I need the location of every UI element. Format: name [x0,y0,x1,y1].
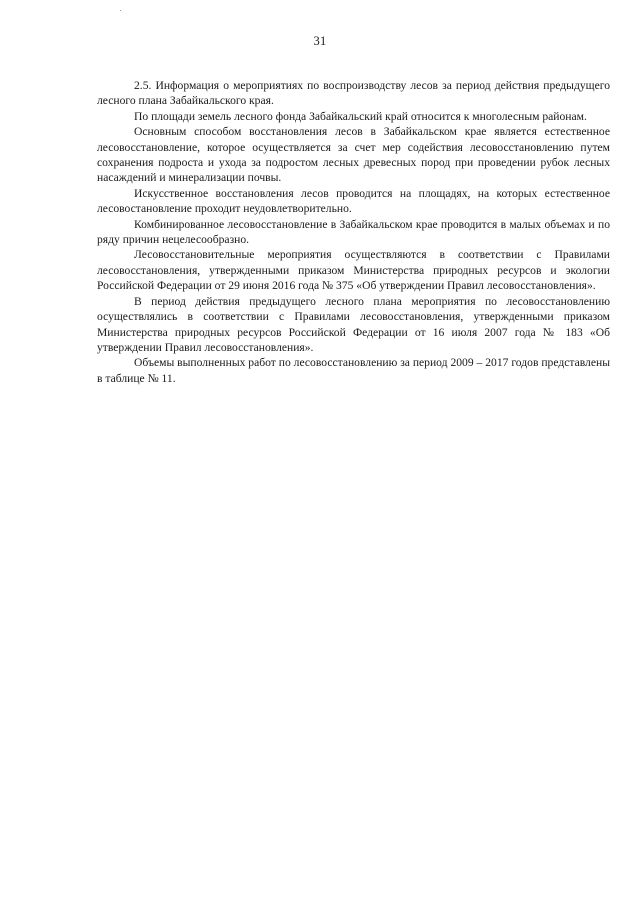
document-body [97,78,610,386]
section-heading-paragraph: 2.5. Информация о мероприятиях по воспроизводству лесов за период действия предыдущего лесного плана Забайкальского края. [97,79,610,108]
body-paragraph: Искусственное восстановления лесов проводится на площадях, на которых естественное лесовостановление проходит неудовлетворительно. [97,186,610,216]
body-paragraph: Основным способом восстановления лесов в Забайкальском крае является естественное лесовосстановление, которое осуществляется за счет мер содействия лесовосстановлению путем сохранения подроста и ухода за подростом лесных древесных пород при проведении рубок лесных насаждений и минерализации почвы. [97,125,610,185]
body-paragraph: Объемы выполненных работ по лесовосстановлению за период 2009 – 2017 годов представлены в таблице № 11. [97,356,610,385]
body-paragraph: По площади земель лесного фонда Забайкальский край относится к многолесным районам. [134,109,587,123]
body-paragraph: В период действия предыдущего лесного плана мероприятия по лесовосстановлению осуществлялись в соответствии с Правилами лесовосстановления, утвержденными приказом Министерства природных ресурсов Российской Федерации от 16 июля 2007 года № 183 «Об утверждении Правил лесовосстановления». [97,294,610,354]
body-paragraph: Комбинированное лесовосстановление в Забайкальском крае проводится в малых объемах и по ряду причин нецелесообразно. [97,217,610,247]
scan-speck [120,10,121,11]
body-paragraph: Лесовосстановительные мероприятия осуществляются в соответствии с Правилами лесовосстановления, утвержденными приказом Министерства природных ресурсов и экологии Российской Федерации от 29 июня 2016 года № 375 «Об утверждении Правил лесовосстановления». [97,248,610,293]
page-number: 31 [313,34,327,48]
